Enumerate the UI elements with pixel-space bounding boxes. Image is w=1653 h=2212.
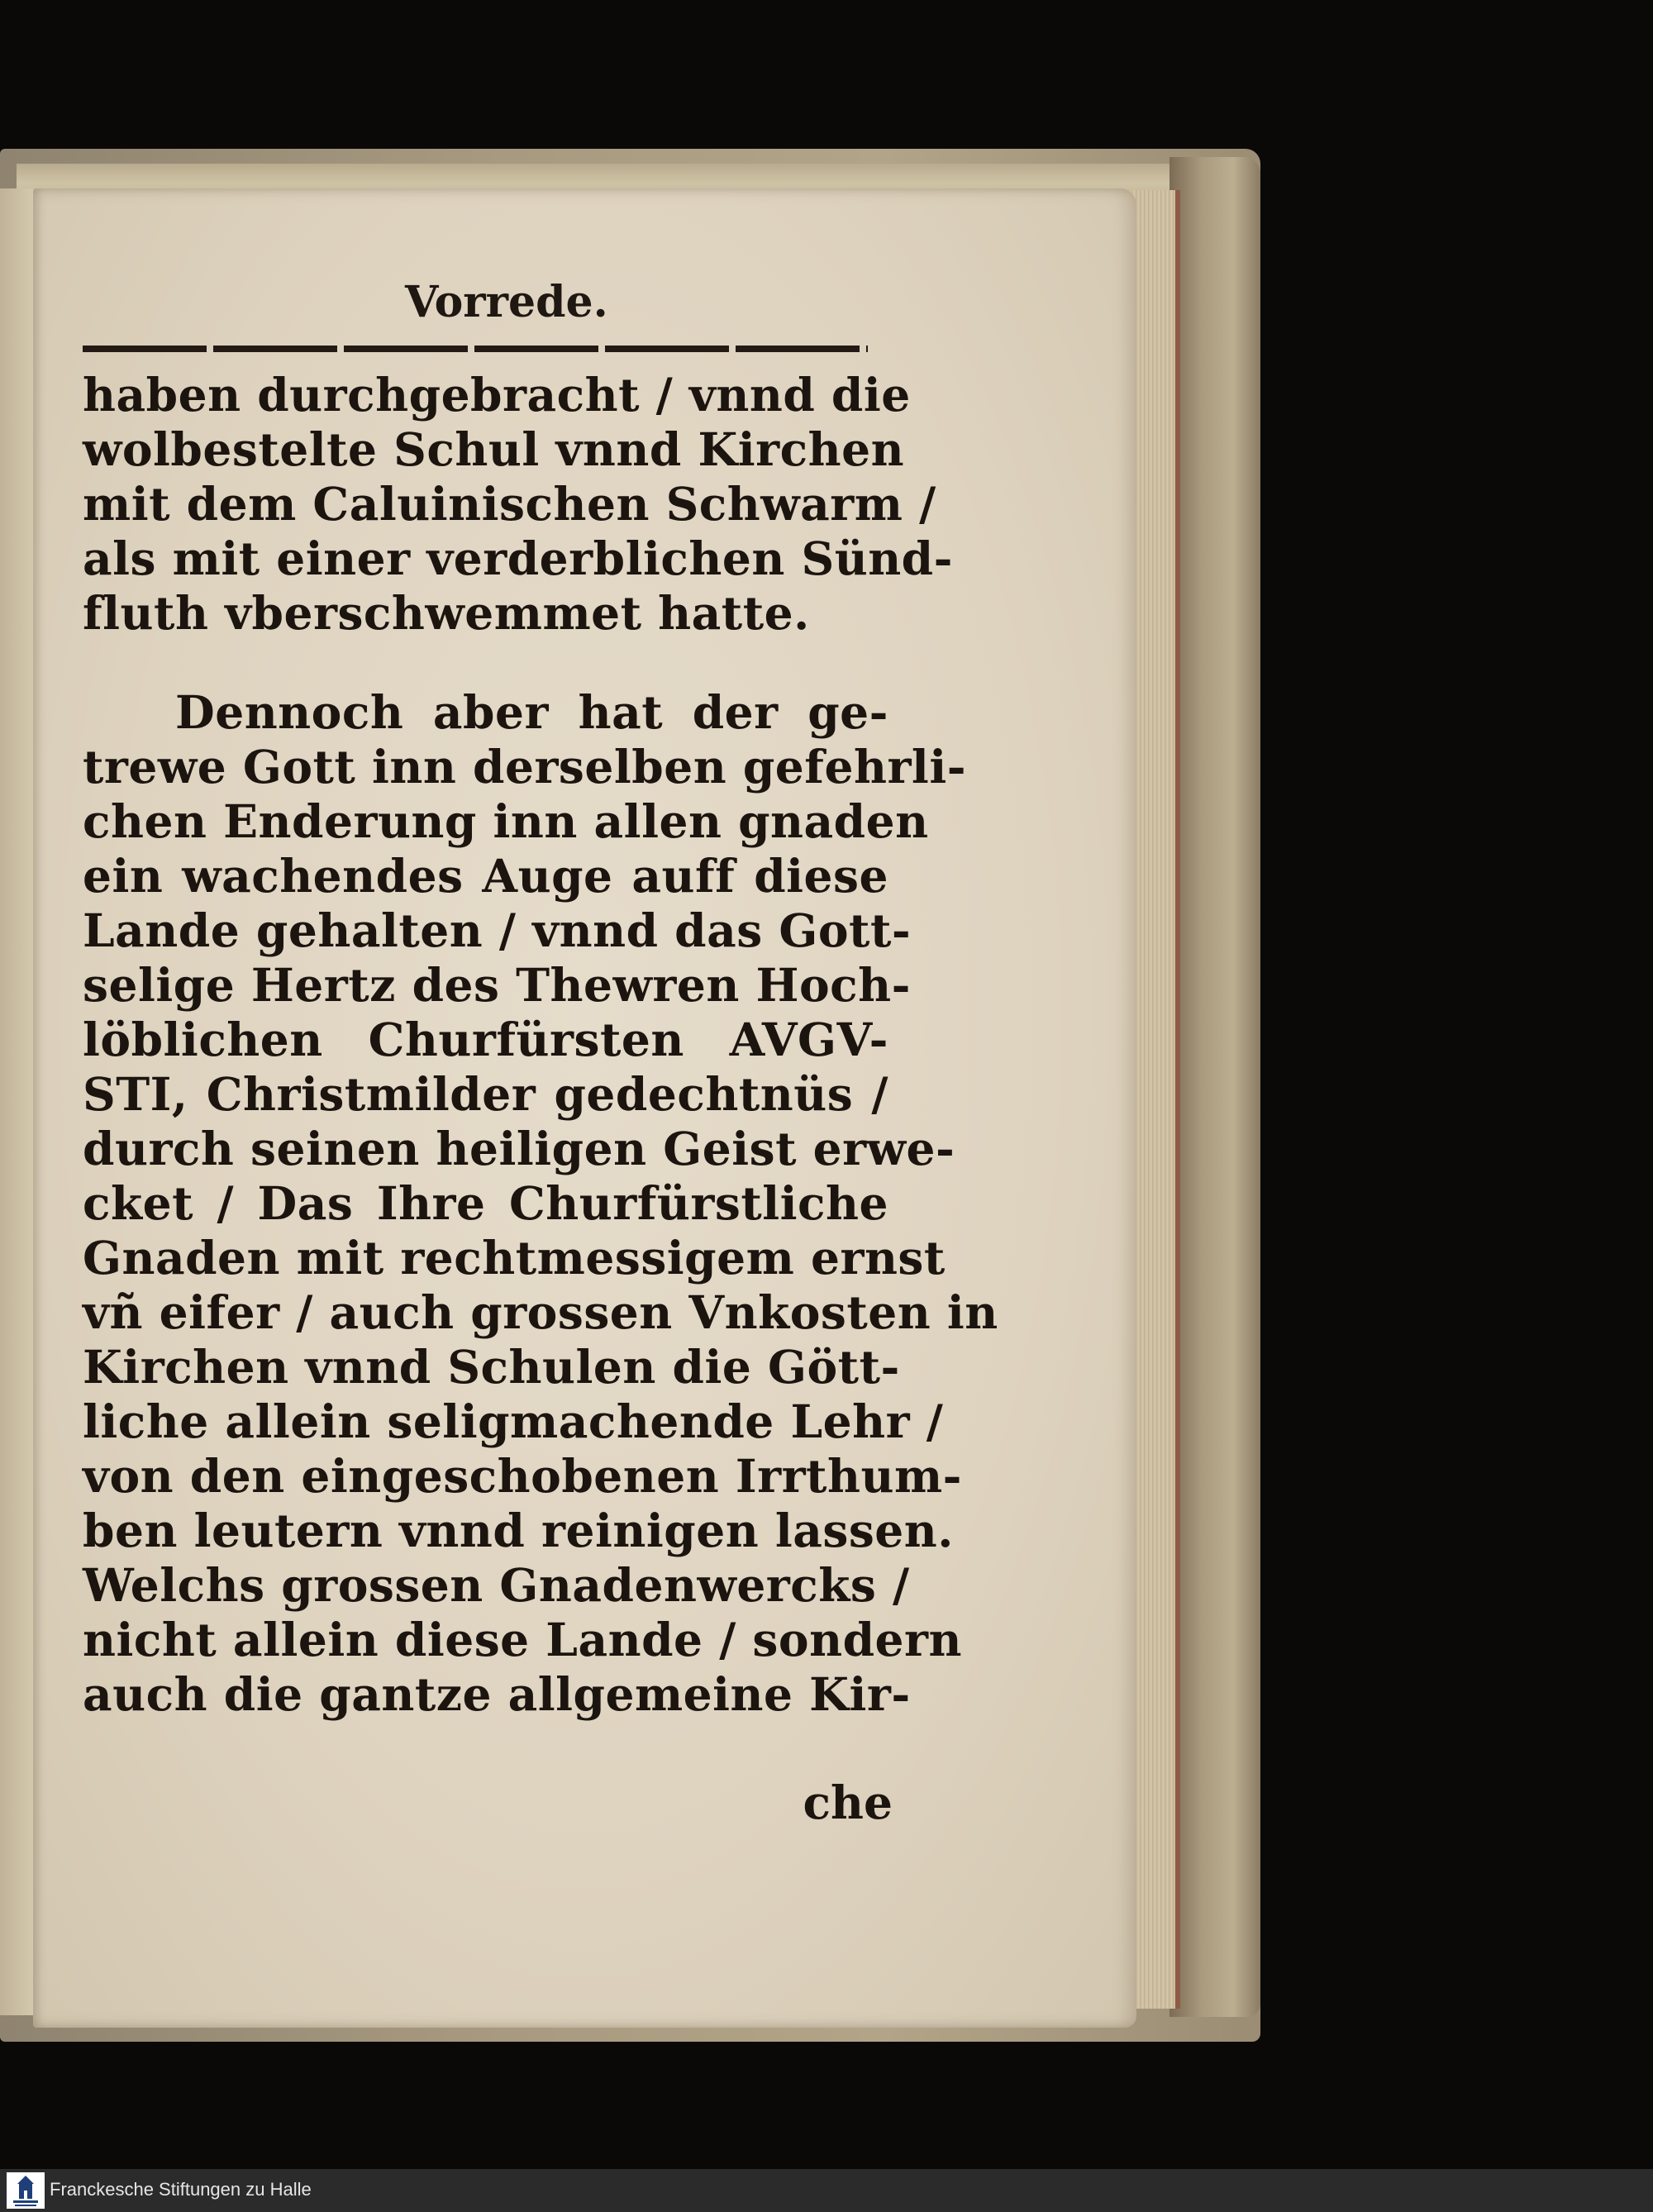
text-line: wolbestelte Schul vnnd Kirchen	[83, 422, 905, 476]
text-line: Dennoch aber hat der ge-	[175, 685, 888, 739]
text-line: liche allein seligmachende Lehr /	[83, 1394, 944, 1448]
text-line: löblichen Churfürsten AVGV-	[83, 1013, 888, 1066]
text-line: von den eingeschobenen Irrthum-	[83, 1449, 962, 1503]
institution-logo-icon	[7, 2172, 45, 2209]
paragraph-gap	[83, 641, 888, 685]
text-line: Gnaden mit rechtmessigem ernst	[83, 1231, 946, 1285]
previous-page-edge	[0, 188, 33, 2015]
text-line: STI, Christmilder gedechtnüs /	[83, 1067, 888, 1121]
cover-fore-edge	[1169, 157, 1260, 2017]
text-line: auch die gantze allgemeine Kir-	[83, 1667, 911, 1721]
text-line: mit dem Caluinischen Schwarm /	[83, 477, 936, 531]
text-line: nicht allein diese Lande / sondern	[83, 1613, 962, 1666]
text-line: Welchs grossen Gnadenwercks /	[83, 1558, 910, 1612]
text-line: selige Hertz des Thewren Hoch-	[83, 958, 911, 1012]
institution-name: Franckesche Stiftungen zu Halle	[50, 2179, 312, 2200]
header-rule	[83, 346, 868, 352]
text-line: trewe Gott inn derselben gefehrli-	[83, 740, 967, 794]
text-line: chen Enderung inn allen gnaden	[83, 794, 929, 848]
text-line: haben durchgebracht / vnnd die	[83, 368, 911, 422]
text-line: fluth vberschwemmet hatte.	[83, 586, 810, 640]
text-line: Lande gehalten / vnnd das Gott-	[83, 903, 912, 957]
text-line: vñ eifer / auch grossen Vnkosten in	[83, 1285, 998, 1339]
running-head: Vorrede.	[405, 277, 608, 327]
text-line: ein wachendes Auge auff diese	[83, 849, 888, 903]
text-line: durch seinen heiligen Geist erwe-	[83, 1122, 955, 1175]
catchword: che	[803, 1776, 893, 1829]
body-text	[83, 368, 998, 1722]
text-line: cket / Das Ihre Churfürstliche	[83, 1176, 888, 1230]
text-line: Kirchen vnnd Schulen die Gött-	[83, 1340, 900, 1394]
text-line: ben leutern vnnd reinigen lassen.	[83, 1504, 954, 1557]
page-stack	[1132, 190, 1180, 2009]
text-line: als mit einer verderblichen Sünd-	[83, 532, 953, 585]
